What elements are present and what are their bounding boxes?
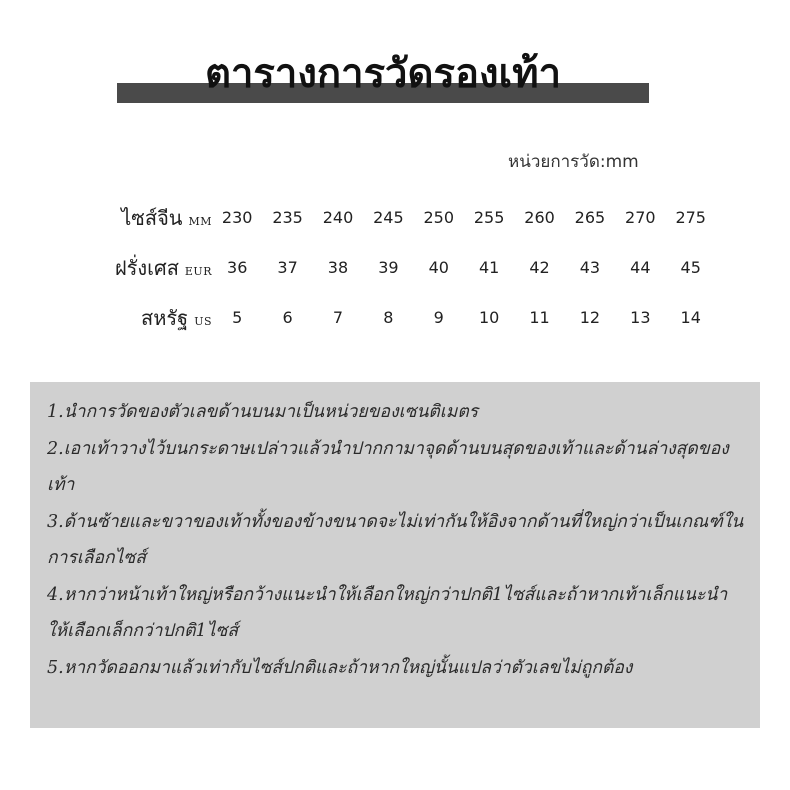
size-cell: 235 [272,208,303,227]
size-cell: 37 [277,258,298,277]
unit-note: หน่วยการวัด:mm [508,152,639,172]
size-cell: 44 [630,258,651,277]
row-label-name: ฝรั่งเศส [114,256,179,280]
size-cell: 36 [227,258,248,277]
size-cell: 45 [680,258,701,277]
size-row-china [0,203,790,233]
size-cell: 43 [579,258,601,277]
instruction-item: 4.หากว่าหน้าเท้าใหญ่หรือกว้างแนะนำให้เลือกใหญ่กว่าปกติ1ไซส์และถ้าหากเท้าเล็กแนะนำให้เลือกเล็กกว่าปกติ1ไซส์ [47,584,728,641]
row-label [141,303,212,337]
size-cell: 7 [332,308,344,327]
size-cell: 6 [282,308,293,327]
instruction-item: 1.นำการวัดของตัวเลขด้านบนมาเป็นหน่วยของเซนติเมตร [47,402,479,422]
row-label [115,253,212,287]
size-cell: 245 [373,208,404,227]
size-cell: 39 [378,258,399,277]
title-block [117,46,649,104]
size-cell: 230 [221,208,253,227]
instruction-item: 2.เอาเท้าวางไว้บนกระดาษเปล่าวแล้วนำปากกามาจุดด้านบนสุดของเท้าและด้านล่างสุดของเท้า [47,438,729,495]
size-cell: 12 [579,308,601,327]
size-cell: 270 [625,208,656,227]
size-row-france [0,253,790,283]
size-cell: 41 [478,258,500,277]
page-title: ตารางการวัดรองเท้า [204,50,562,97]
size-cell: 38 [327,258,349,277]
size-cell: 11 [529,308,550,327]
row-label-system: US [194,315,212,328]
size-cells [212,303,732,333]
size-cell: 13 [630,308,651,327]
size-cell: 255 [473,208,505,227]
size-cell: 250 [423,208,455,227]
row-label [121,203,212,237]
row-label-name: ไซส์จีน [121,206,183,230]
size-row-us [0,303,790,333]
size-cell: 14 [680,308,701,327]
row-label-system: EUR [184,265,212,278]
size-cell: 10 [478,308,500,327]
instructions-panel [30,382,760,728]
size-cell: 8 [383,308,394,327]
size-cell: 42 [529,258,550,277]
size-cell: 40 [428,258,449,277]
size-cell: 275 [675,208,706,227]
size-cell: 265 [574,208,606,227]
size-cell: 9 [433,308,444,327]
size-cell: 260 [524,208,555,227]
size-cell: 5 [232,308,243,327]
instruction-item: 5.หากวัดออกมาแล้วเท่ากับไซส์ปกติและถ้าหากใหญ่นั้นแปลว่าตัวเลขไม่ถูกต้อง [47,657,633,678]
row-label-system: MM [188,215,212,228]
size-cells [212,253,732,283]
row-label-name: สหรัฐ [141,306,189,330]
size-cell: 240 [322,208,354,227]
instruction-item: 3.ด้านซ้ายและขวาของเท้าทั้งของข้างขนาดจะไม่เท่ากันให้อิงจากด้านที่ใหญ่กว่าเป็นเกณฑ์ในการเลือกไซส์ [47,511,744,568]
size-cells [212,203,732,233]
